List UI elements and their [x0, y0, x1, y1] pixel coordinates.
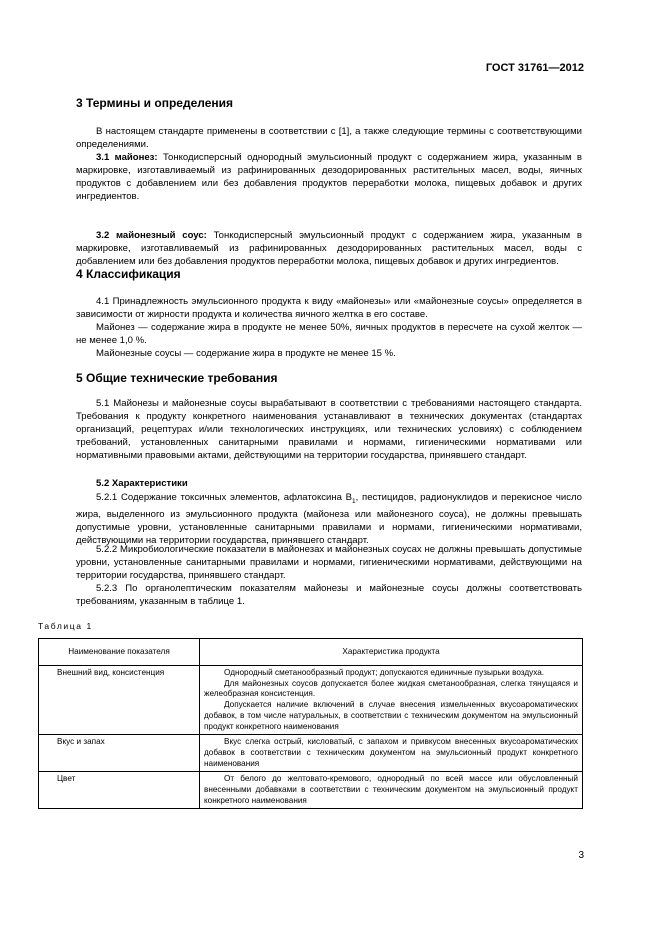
page-number: 3	[578, 850, 584, 861]
definition-mayonnaise-text: Тонкодисперсный однородный эмульсионный продукт с содержанием жира, указанным в маркировке, изготавливаемый из рафинированных дезодорированных растительных масел, воды, яичных продуктов с добавлением или без добавления продуктов переработки молока, пищевых добавок и других ингредиентов.	[76, 152, 582, 202]
table-1-caption: Таблица 1	[38, 621, 93, 631]
table-header-row	[39, 639, 583, 666]
section-3-intro: В настоящем стандарте применены в соответствии с [1], а также следующие термины с соответствующими определениями.	[76, 126, 582, 150]
definition-sauce-text: Тонкодисперсный эмульсионный продукт с содержанием жира, указанным в маркировке, изготавливаемый из рафинированных дезодорированных растительных масел, воды с добавлением или без добавления продуктов переработки молока, пищевых добавок и других ингредиентов.	[76, 230, 582, 267]
section-5-2-3: 5.2.3 По органолептическим показателям майонезы и майонезные соусы должны соответствовать требованиям, указанным в таблице 1.	[76, 583, 582, 607]
section-5-2-1-part-b: , пестицидов, радионуклидов и перекисное число жира, выделенного из эмульсионного продукта (майонеза или майонезного соуса), не должны превышать допустимые уровни, установленные санитарными правилами и нормами, гигиеническими нормативами, действующими на территории государства, принявшего стандарт.	[76, 492, 582, 546]
section-5-2-1	[76, 492, 582, 548]
table-cell-characteristic	[200, 772, 583, 809]
table-row	[39, 772, 583, 809]
section-5-2-1-part-a: 5.2.1 Содержание токсичных элементов, афлатоксина B	[96, 492, 353, 503]
section-4-title: 4 Классификация	[76, 267, 181, 281]
definition-mayonnaise-sauce	[76, 230, 582, 269]
table-cell-line: Допускается наличие включений в случае внесения измельченных вкусоароматических добавок, в том числе натуральных, в соответствии с техническим документом на эмульсионный продукт конкретного наименования	[204, 700, 578, 731]
section-5-2-2: 5.2.2 Микробиологические показатели в майонезах и майонезных соусах не должны превышать допустимые уровни, установленные санитарными правилами и нормами, гигиеническими нормативами, действующими на территории государства, принявшего стандарт.	[76, 544, 582, 581]
section-5-2-1-subscript: 1	[352, 497, 356, 505]
table-cell-line: От белого до желтовато-кремового, однородный по всей массе или обусловленный внесенными добавками в соответствии с техническим документом на эмульсионный продукт конкретного наименования	[204, 774, 578, 805]
table-cell-indicator: Цвет	[39, 772, 200, 809]
table-cell-line: Для майонезных соусов допускается более жидкая сметанообразная, слегка тянущаяся и желеобразная консистенция.	[204, 678, 578, 699]
definition-mayonnaise	[76, 152, 582, 204]
table-cell-characteristic	[200, 666, 583, 735]
section-5-1: 5.1 Майонезы и майонезные соусы вырабатывают в соответствии с требованиями настоящего стандарта. Требования к продукту конкретного наименования устанавливают в технических документах (стандартах организаций, рецептурах и/или технологических инструкциях, или технических условиях) с соблюдением требований, установленных санитарными правилами и нормами, гигиеническими нормативами или нормативными правовыми актами, действующими на территории государства, принявшего стандарт.	[76, 398, 582, 461]
section-3-title: 3 Термины и определения	[76, 96, 234, 110]
table-header-characteristic: Характеристика продукта	[200, 639, 583, 666]
table-cell-indicator: Внешний вид, консистенция	[39, 666, 200, 735]
document-code: ГОСТ 31761—2012	[485, 62, 584, 74]
definition-mayonnaise-term: 3.1 майонез:	[96, 152, 158, 163]
table-row	[39, 666, 583, 735]
table-1	[38, 638, 583, 809]
table-cell-line: Однородный сметанообразный продукт; допускаются единичные пузырьки воздуха.	[224, 668, 545, 677]
section-4-p1: 4.1 Принадлежность эмульсионного продукта к виду «майонезы» или «майонезные соусы» определяется в зависимости от жирности продукта и количества яичного желтка в его составе.	[76, 296, 582, 320]
table-header-indicator: Наименование показателя	[39, 639, 200, 666]
table-row	[39, 735, 583, 772]
section-5-title: 5 Общие технические требования	[76, 371, 278, 385]
section-5-2-title: 5.2 Характеристики	[96, 478, 188, 489]
section-4-p2: Майонез — содержание жира в продукте не менее 50%, яичных продуктов в пересчете на сухой желток — не менее 1,0 %.	[76, 322, 582, 346]
table-cell-indicator: Вкус и запах	[39, 735, 200, 772]
definition-sauce-term: 3.2 майонезный соус:	[96, 230, 207, 241]
table-cell-line: Вкус слегка острый, кисловатый, с запахом и привкусом внесенных вкусоароматических добавок в соответствии с техническим документом на эмульсионный продукт конкретного наименования	[204, 737, 578, 768]
section-4-p3: Майонезные соусы — содержание жира в продукте не менее 15 %.	[96, 348, 396, 359]
table-cell-characteristic	[200, 735, 583, 772]
